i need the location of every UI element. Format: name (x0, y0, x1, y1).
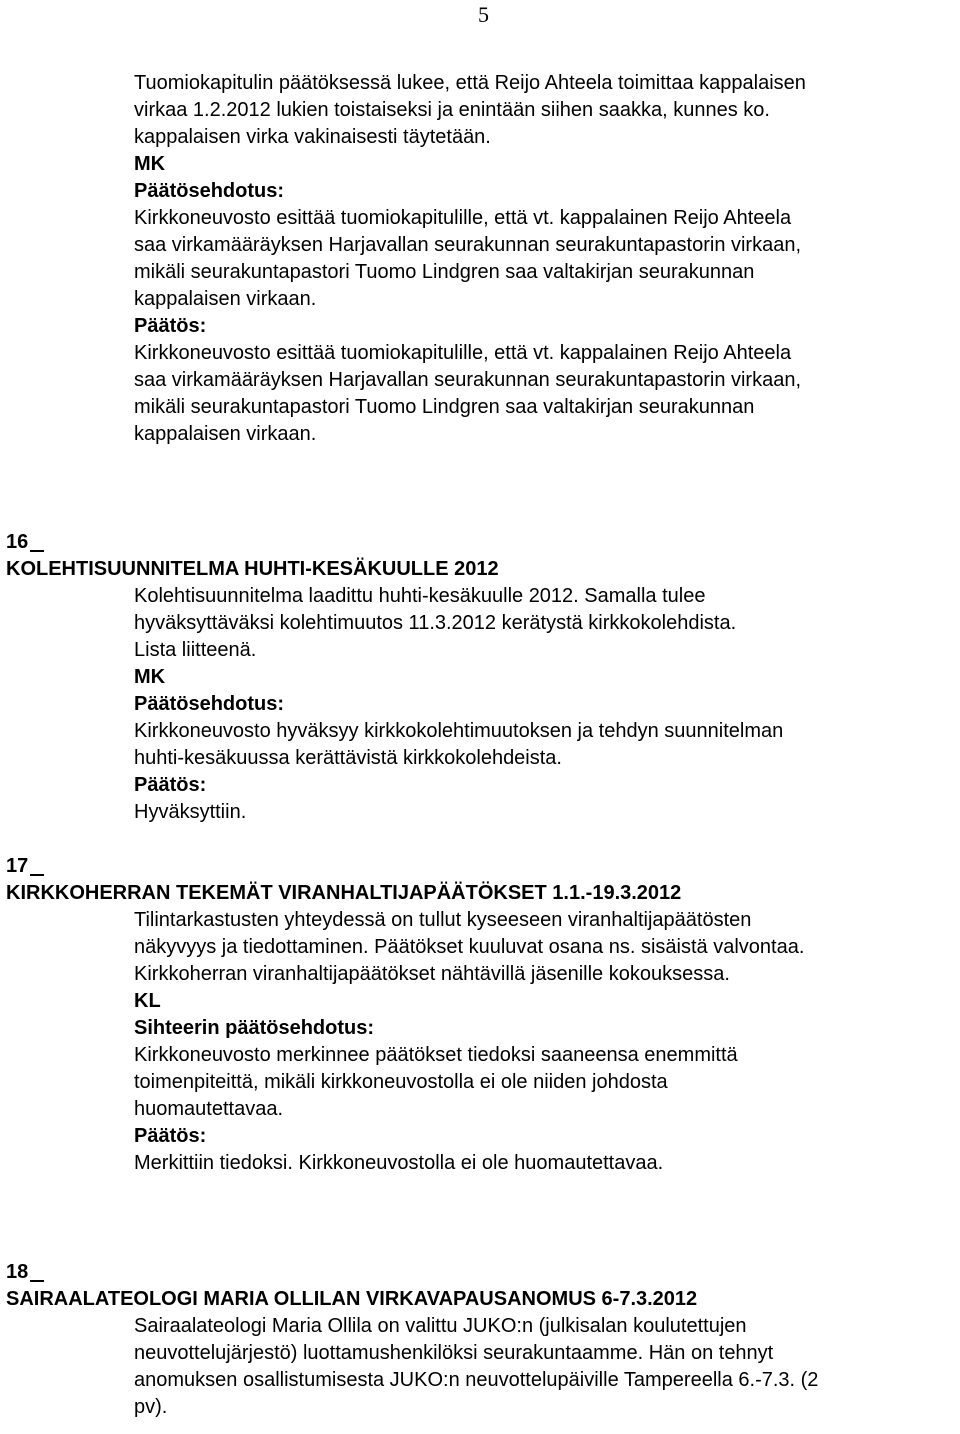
section-number: 16 (6, 530, 44, 554)
decision-label: Päätös: (134, 315, 207, 337)
decision-line: mikäli seurakuntapastori Tuomo Lindgren saa valtakirjan seurakunnan (134, 396, 755, 418)
proposal-label: Sihteerin päätösehdotus: (134, 1017, 375, 1039)
decision-line: Hyväksyttiin. (134, 801, 247, 823)
section-title: KOLEHTISUUNNITELMA HUHTI-KESÄKUULLE 2012 (6, 558, 499, 580)
proposal-line: Kirkkoneuvosto esittää tuomiokapitulille, että vt. kappalainen Reijo Ahteela (134, 207, 792, 229)
body-line: Kirkkoherran viranhaltijapäätökset nähtävillä jäsenille kokouksessa. (134, 963, 730, 985)
decision-label: Päätös: (134, 774, 207, 796)
section-title: KIRKKOHERRAN TEKEMÄT VIRANHALTIJAPÄÄTÖKSET 1.1.-19.3.2012 (6, 882, 682, 904)
initials: MK (134, 153, 166, 175)
body-line: Lista liitteenä. (134, 639, 257, 661)
body-line: pv). (134, 1396, 168, 1418)
proposal-line: Kirkkoneuvosto merkinnee päätökset tiedoksi saaneensa enemmittä (134, 1044, 738, 1066)
decision-line: Kirkkoneuvosto esittää tuomiokapitulille, että vt. kappalainen Reijo Ahteela (134, 342, 792, 364)
decision-line: Merkittiin tiedoksi. Kirkkoneuvostolla ei ole huomautettavaa. (134, 1152, 664, 1174)
proposal-line: kappalaisen virkaan. (134, 288, 317, 310)
section-number: 18 (6, 1260, 44, 1284)
intro-line: Tuomiokapitulin päätöksessä lukee, että Reijo Ahteela toimittaa kappalaisen (134, 72, 806, 94)
proposal-line: huhti-kesäkuussa kerättävistä kirkkokolehdeista. (134, 747, 562, 769)
body-line: Tilintarkastusten yhteydessä on tullut kyseeseen viranhaltijapäätösten (134, 909, 752, 931)
body-line: Sairaalateologi Maria Ollila on valittu JUKO:n (julkisalan koulutettujen (134, 1315, 747, 1337)
page-number: 5 (478, 2, 489, 27)
proposal-line: mikäli seurakuntapastori Tuomo Lindgren saa valtakirjan seurakunnan (134, 261, 755, 283)
body-line: Kolehtisuunnitelma laadittu huhti-kesäkuulle 2012. Samalla tulee (134, 585, 706, 607)
proposal-line: saa virkamääräyksen Harjavallan seurakunnan seurakuntapastorin virkaan, (134, 234, 802, 256)
body-line: hyväksyttäväksi kolehtimuutos 11.3.2012 kerätystä kirkkokolehdista. (134, 612, 737, 634)
decision-label: Päätös: (134, 1125, 207, 1147)
initials: KL (134, 990, 161, 1012)
body-line: anomuksen osallistumisesta JUKO:n neuvottelupäiville Tampereella 6.-7.3. (2 (134, 1369, 819, 1391)
proposal-line: toimenpiteittä, mikäli kirkkoneuvostolla ei ole niiden johdosta (134, 1071, 668, 1093)
intro-line: virkaa 1.2.2012 lukien toistaiseksi ja enintään siihen saakka, kunnes ko. (134, 99, 770, 121)
decision-line: saa virkamääräyksen Harjavallan seurakunnan seurakuntapastorin virkaan, (134, 369, 802, 391)
section-title: SAIRAALATEOLOGI MARIA OLLILAN VIRKAVAPAUSANOMUS 6-7.3.2012 (6, 1288, 698, 1310)
body-line: neuvottelujärjestö) luottamushenkilöksi seurakuntaamme. Hän on tehnyt (134, 1342, 774, 1364)
intro-line: kappalaisen virka vakinaisesti täytetään. (134, 126, 491, 148)
proposal-label: Päätösehdotus: (134, 693, 285, 715)
section-number: 17 (6, 854, 44, 878)
decision-line: kappalaisen virkaan. (134, 423, 317, 445)
initials: MK (134, 666, 166, 688)
body-line: näkyvyys ja tiedottaminen. Päätökset kuuluvat osana ns. sisäistä valvontaa. (134, 936, 805, 958)
proposal-line: huomautettavaa. (134, 1098, 283, 1120)
proposal-label: Päätösehdotus: (134, 180, 285, 202)
proposal-line: Kirkkoneuvosto hyväksyy kirkkokolehtimuutoksen ja tehdyn suunnitelman (134, 720, 784, 742)
